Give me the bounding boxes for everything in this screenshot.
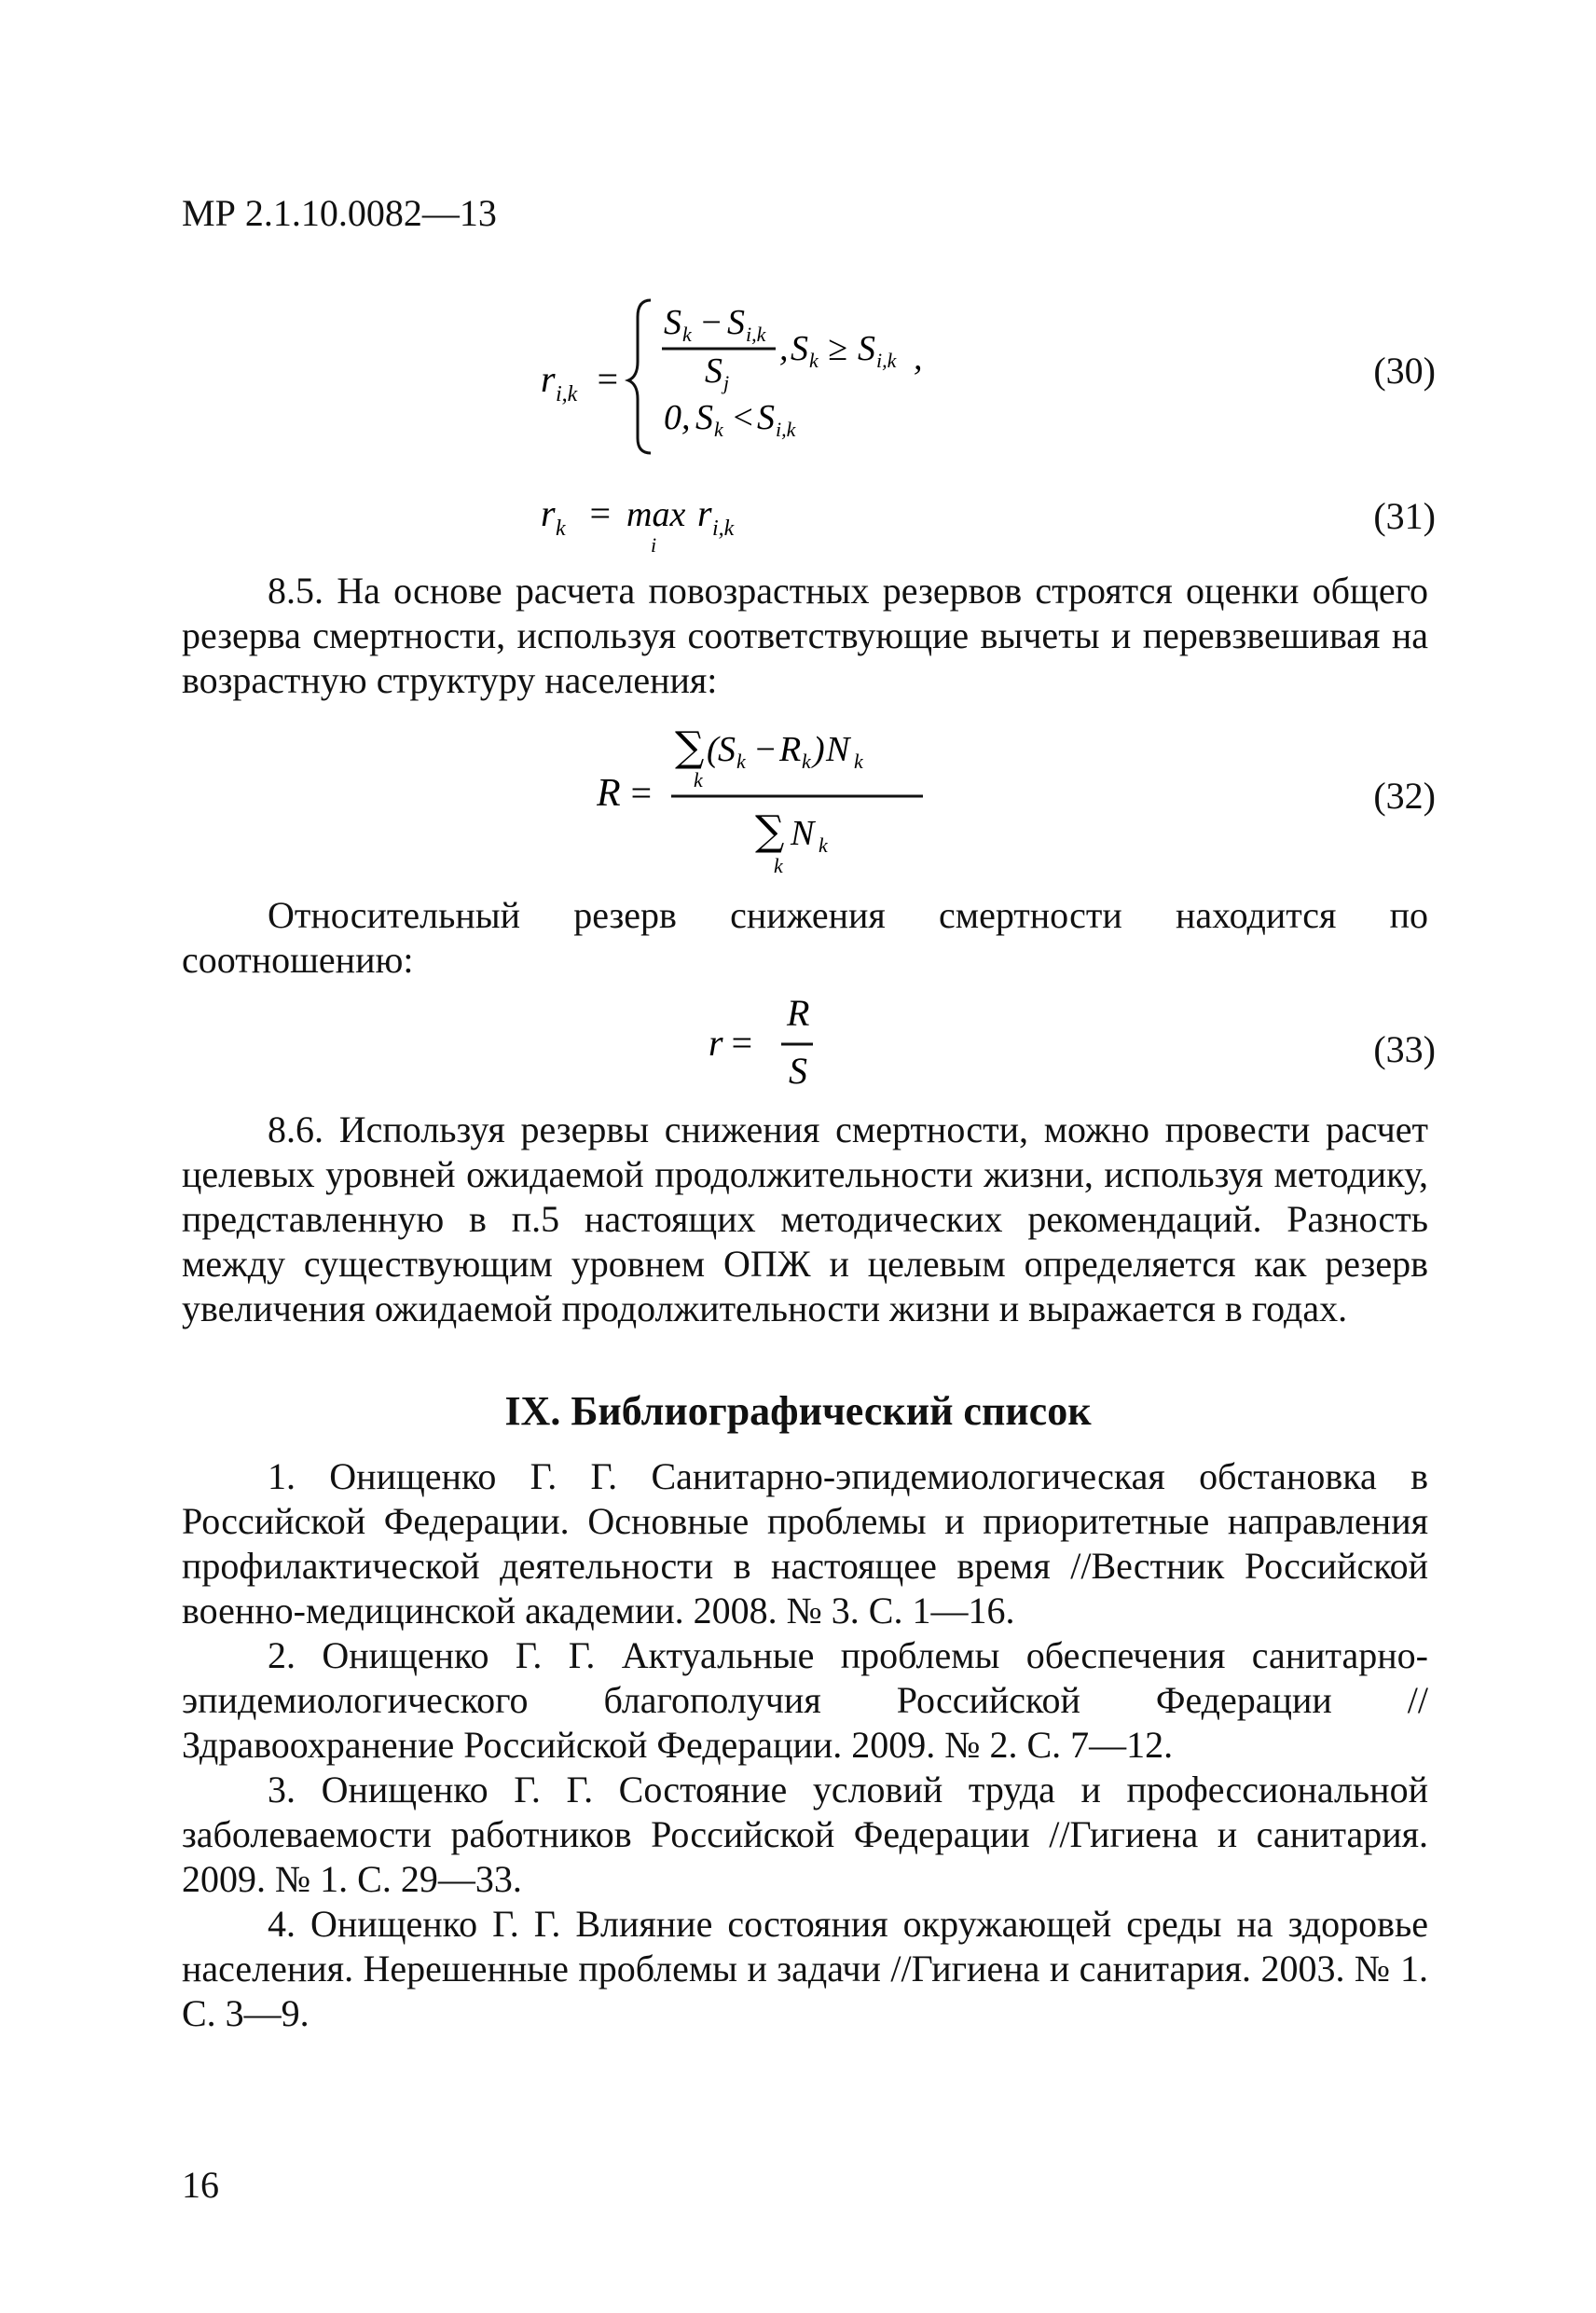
svg-text:(: ( [707, 730, 719, 769]
svg-text:<: < [731, 398, 755, 437]
svg-text:,: , [779, 329, 789, 368]
svg-text:=: = [729, 1022, 754, 1064]
svg-text:S: S [727, 303, 745, 342]
paragraph-text: 8.5. На основе расчета повозрастных резервов строятся оценки общего резерва смертности, используя соответствующие вычеты и перевзвешивая на возрастную структуру населения: [182, 570, 1428, 701]
equation-33 [709, 988, 1436, 1100]
svg-text:r: r [541, 358, 556, 400]
svg-text:i,k: i,k [776, 418, 796, 441]
paragraph-text: 8.6. Используя резервы снижения смертности, можно провести расчет целевых уровней ожидаемой продолжительности жизни, используя методику, представленную в п.5 настоящих методических рекомендаций. Разность между существующим уровнем ОПЖ и целевым определяется как резерв увеличения ожидаемой продолжительности жизни и выражается в годах. [182, 1108, 1428, 1329]
svg-text:S: S [718, 730, 736, 769]
svg-text:r: r [697, 492, 712, 534]
svg-text:S: S [664, 303, 681, 342]
svg-text:S: S [695, 398, 713, 437]
bibliography-item: 3. Онищенко Г. Г. Состояние условий труда и профессиональной заболеваемости работников Российской Федерации //Гигиена и санитария. 2009. № 1. С. 29—33. [182, 1769, 1428, 1900]
svg-text:S: S [757, 398, 775, 437]
equation-33-formula [709, 988, 839, 1100]
svg-text:k: k [774, 854, 783, 877]
svg-text:−: − [699, 303, 723, 342]
bibliography-item: 2. Онищенко Г. Г. Актуальные проблемы обеспечения санитарно-эпидемиологического благополучия Российской Федерации //Здравоохранение Российской Федерации. 2009. № 2. С. 7—12. [182, 1634, 1428, 1766]
svg-text:i: i [651, 533, 657, 557]
svg-text:i,k: i,k [712, 516, 735, 541]
section-heading: IX. Библиографический список [504, 1388, 1092, 1434]
paragraph-text: Относительный резерв снижения смертности находится по соотношению: [182, 894, 1428, 981]
svg-text:r: r [541, 492, 556, 534]
svg-text:i,k: i,k [876, 349, 897, 372]
svg-text:j: j [723, 371, 730, 394]
equation-31 [541, 485, 1436, 559]
svg-text:): ) [813, 730, 825, 769]
bibliography-list [182, 1454, 1428, 2036]
paragraph-8-6 [182, 1108, 1428, 1331]
equation-31-formula [541, 485, 876, 559]
svg-text:k: k [556, 516, 566, 541]
bibliography-item: 1. Онищенко Г. Г. Санитарно-эпидемиологическая обстановка в Российской Федерации. Основные проблемы и приоритетные направления профилактической деятельности в настоящее время //Вестник Российской военно-медицинской академии. 2008. № 3. С. 1—16. [182, 1455, 1428, 1631]
svg-text:0,: 0, [664, 398, 691, 437]
svg-text:k: k [694, 768, 703, 792]
paragraph-relative-reserve [182, 893, 1428, 983]
svg-text:k: k [802, 750, 811, 773]
svg-text:S: S [705, 351, 722, 391]
svg-text:k: k [714, 418, 723, 441]
equation-32-formula [597, 709, 951, 886]
svg-text:−: − [753, 730, 777, 769]
paragraph-8-5 [182, 569, 1428, 703]
svg-text:k: k [819, 833, 828, 857]
svg-text:r: r [709, 1022, 723, 1064]
document-code: МР 2.1.10.0082—13 [182, 192, 497, 234]
svg-text:R: R [597, 772, 621, 815]
svg-text:k: k [682, 323, 692, 346]
svg-text:R: R [787, 992, 810, 1034]
svg-text:k: k [736, 750, 746, 773]
svg-text:=: = [595, 358, 620, 400]
svg-text:R: R [779, 730, 802, 769]
svg-text:∑: ∑ [675, 723, 705, 771]
svg-text:k: k [854, 750, 863, 773]
svg-text:N: N [826, 730, 850, 769]
svg-text:S: S [789, 1050, 807, 1092]
svg-text:k: k [809, 349, 819, 372]
equation-30 [541, 280, 1436, 457]
svg-text:i,k: i,k [556, 382, 578, 406]
equation-number: (33) [1373, 1028, 1436, 1070]
page-number: 16 [182, 2164, 219, 2206]
svg-text:N: N [791, 814, 815, 853]
svg-text:≥: ≥ [828, 329, 847, 368]
equation-32 [597, 709, 1436, 886]
svg-text:=: = [628, 772, 654, 814]
equation-number: (32) [1373, 775, 1436, 817]
bibliography-item: 4. Онищенко Г. Г. Влияние состояния окружающей среды на здоровье населения. Нерешенные проблемы и задачи //Гигиена и санитария. 2003. № 1. С. 3—9. [182, 1903, 1428, 2034]
svg-text:=: = [587, 492, 612, 534]
svg-text:S: S [858, 329, 875, 368]
equation-number: (31) [1373, 495, 1436, 537]
equation-number: (30) [1373, 350, 1436, 392]
svg-text:,: , [914, 338, 923, 378]
equation-30-formula [541, 280, 1025, 457]
svg-text:S: S [791, 329, 808, 368]
svg-text:max: max [626, 495, 686, 534]
svg-text:∑: ∑ [755, 807, 785, 855]
svg-text:i,k: i,k [746, 323, 766, 346]
